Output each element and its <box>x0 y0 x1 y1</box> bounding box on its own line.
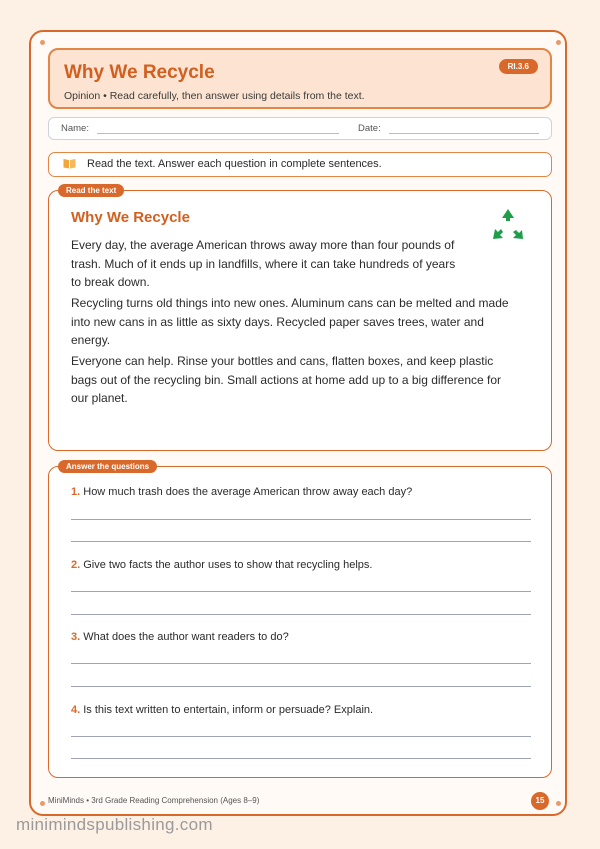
corner-dot <box>556 801 561 806</box>
question-4: 4. Is this text written to entertain, inform or persuade? Explain. <box>71 704 374 716</box>
passage-paragraph-2: Recycling turns old things into new ones. Aluminum cans can be melted and made into new cans in as little as sixty days. Recycled paper saves trees, water and energy. <box>71 296 509 347</box>
answer-line[interactable] <box>71 614 531 615</box>
answer-line[interactable] <box>71 736 531 737</box>
answer-line[interactable] <box>71 663 531 664</box>
corner-dot <box>556 40 561 45</box>
date-field[interactable] <box>389 133 539 134</box>
reading-passage-box <box>48 190 552 451</box>
read-text-tag: Read the text <box>58 184 124 197</box>
passage-paragraph-1: Every day, the average American throws away more than four pounds of trash. Much of it ends up in landfills, where it can take hundreds of years to break down. <box>71 238 456 289</box>
question-2: 2. Give two facts the author uses to show that recycling helps. <box>71 559 373 571</box>
name-field[interactable] <box>97 133 339 134</box>
answer-line[interactable] <box>71 541 531 542</box>
instruction-text: Read the text. Answer each question in complete sentences. <box>87 158 382 170</box>
name-label: Name: <box>61 123 89 134</box>
page-number: 15 <box>531 792 549 810</box>
questions-box <box>48 466 552 778</box>
standard-badge: RI.3.6 <box>499 59 538 74</box>
answer-questions-tag: Answer the questions <box>58 460 157 473</box>
footer-text: MiniMinds • 3rd Grade Reading Comprehension (Ages 8–9) <box>48 796 260 805</box>
answer-line[interactable] <box>71 758 531 759</box>
watermark: minimindspublishing.com <box>16 815 213 834</box>
answer-line[interactable] <box>71 519 531 520</box>
question-1: 1. How much trash does the average American throw away each day? <box>71 486 413 498</box>
passage-paragraph-3: Everyone can help. Rinse your bottles and cans, flatten boxes, and keep plastic bags out of the recycling bin. Small actions at home add up to a big difference for our planet. <box>71 354 502 405</box>
book-icon <box>63 158 76 169</box>
date-label: Date: <box>358 123 381 134</box>
instruction-bar <box>48 152 552 177</box>
question-3: 3. What does the author want readers to do? <box>71 631 289 643</box>
name-date-bar <box>48 117 552 140</box>
answer-line[interactable] <box>71 686 531 687</box>
passage-title: Why We Recycle <box>71 209 190 226</box>
corner-dot <box>40 801 45 806</box>
answer-line[interactable] <box>71 591 531 592</box>
page-title: Why We Recycle <box>64 62 215 83</box>
page-subtitle: Opinion • Read carefully, then answer using details from the text. <box>64 90 365 102</box>
corner-dot <box>40 40 45 45</box>
worksheet-header <box>48 48 552 109</box>
